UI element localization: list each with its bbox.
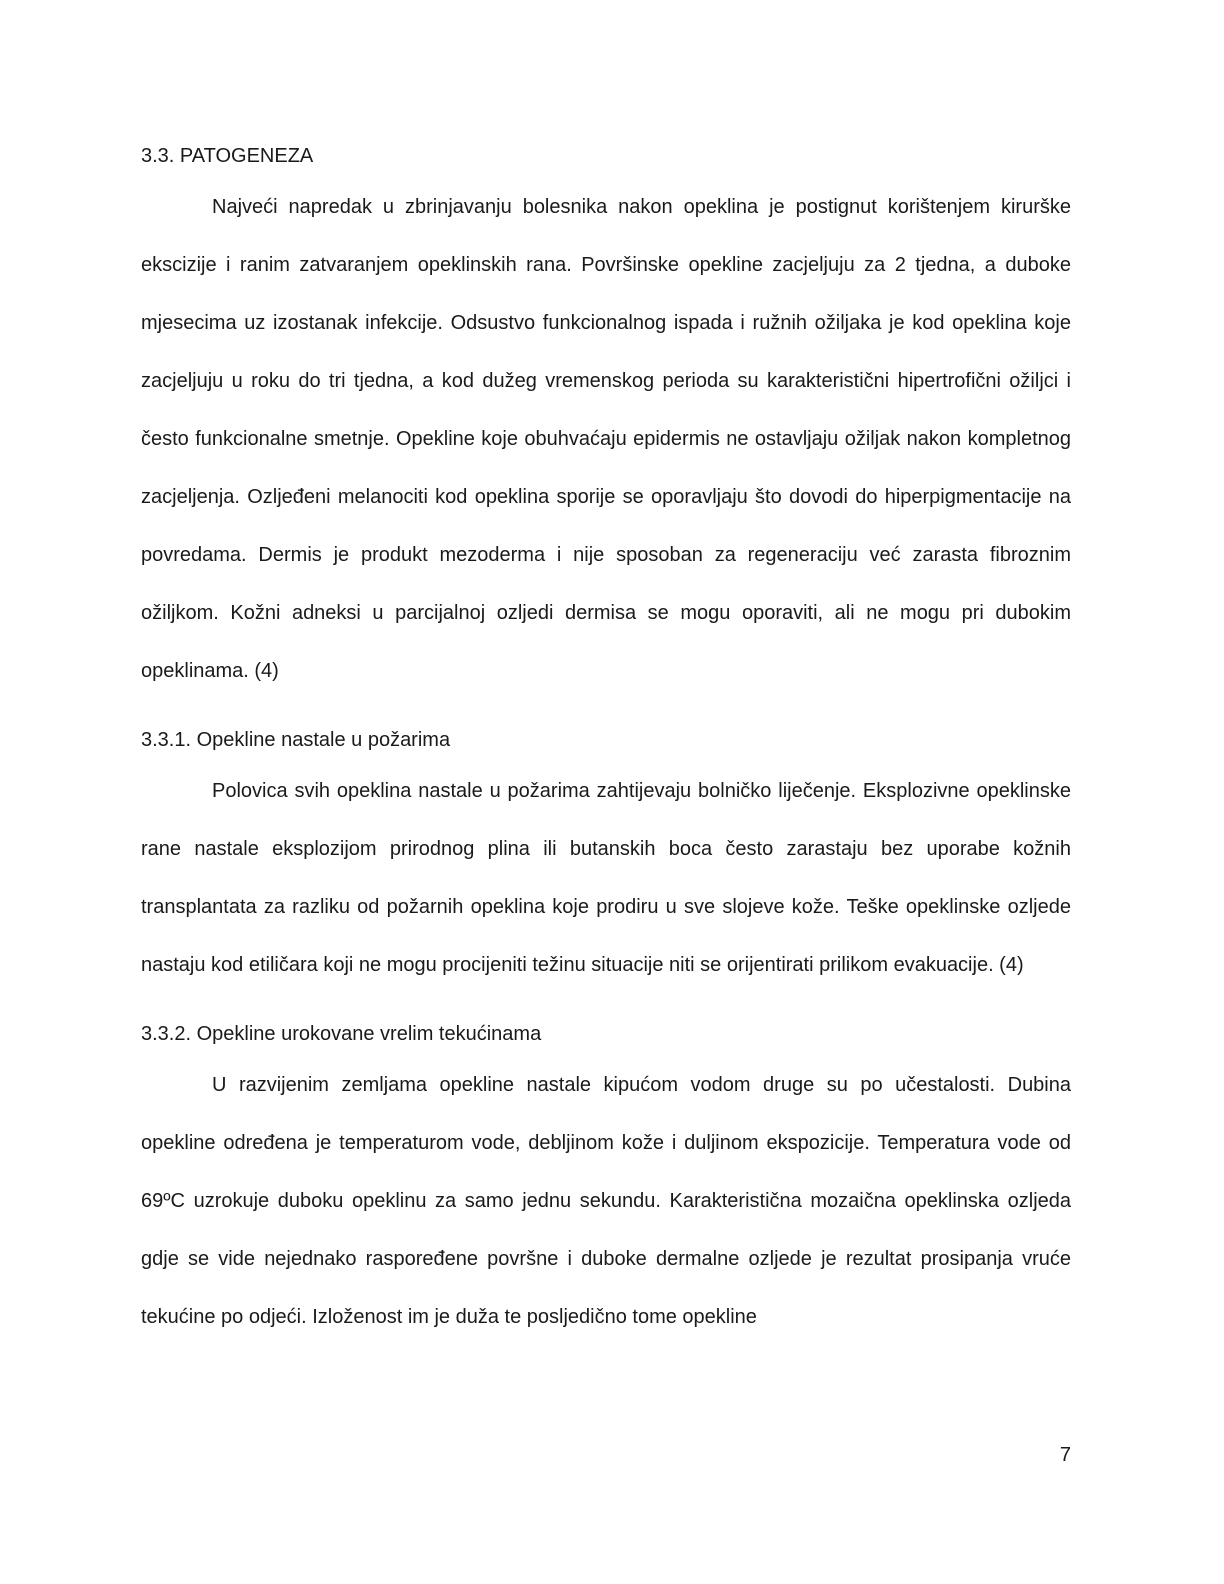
document-page xyxy=(141,138,1071,1346)
section-heading-vrele-tekucine: 3.3.2. Opekline urokovane vrelim tekućinama xyxy=(141,1023,542,1045)
page-number: 7 xyxy=(1059,1444,1071,1466)
section-heading-patogeneza: 3.3. PATOGENEZA xyxy=(141,145,314,167)
section-heading-pozari: 3.3.1. Opekline nastale u požarima xyxy=(141,729,451,751)
paragraph-pozari: Polovica svih opeklina nastale u požarima zahtijevaju bolničko liječenje. Eksplozivne opeklinske rane nastale eksplozijom prirodnog plina ili butanskih boca često zarastaju bez uporabe kožnih transplantata za razliku od požarnih opeklina koje prodiru u sve slojeve kože. Teške opeklinske ozljede nastaju kod etiličara koji ne mogu procijeniti težinu situacije niti se orijentirati prilikom evakuacije. (4) xyxy=(141,780,1071,976)
paragraph-vrele-tekucine: U razvijenim zemljama opekline nastale kipućom vodom druge su po učestalosti. Dubina opekline određena je temperaturom vode, debljinom kože i duljinom ekspozicije. Temperatura vode od 69ºC uzrokuje duboku opeklinu za samo jednu sekundu. Karakteristična mozaična opeklinska ozljeda gdje se vide nejednako raspoređene površne i duboke dermalne ozljede je rezultat prosipanja vruće tekućine po odjeći. Izloženost im je duža te posljedično tome opekline xyxy=(141,1074,1071,1328)
paragraph-patogeneza: Najveći napredak u zbrinjavanju bolesnika nakon opeklina je postignut korištenjem kirurške ekscizije i ranim zatvaranjem opeklinskih rana. Površinske opekline zacjeljuju za 2 tjedna, a duboke mjesecima uz izostanak infekcije. Odsustvo funkcionalnog ispada i ružnih ožiljaka je kod opeklina koje zacjeljuju u roku do tri tjedna, a kod dužeg vremenskog perioda su karakteristični hipertrofični ožiljci i često funkcionalne smetnje. Opekline koje obuhvaćaju epidermis ne ostavljaju ožiljak nakon kompletnog zacjeljenja. Ozljeđeni melanociti kod opeklina sporije se oporavljaju što dovodi do hiperpigmentacije na povredama. Dermis je produkt mezoderma i nije sposoban za regeneraciju već zarasta fibroznim ožiljkom. Kožni adneksi u parcijalnoj ozljedi dermisa se mogu oporaviti, ali ne mogu pri dubokim opeklinama. (4) xyxy=(141,196,1071,682)
